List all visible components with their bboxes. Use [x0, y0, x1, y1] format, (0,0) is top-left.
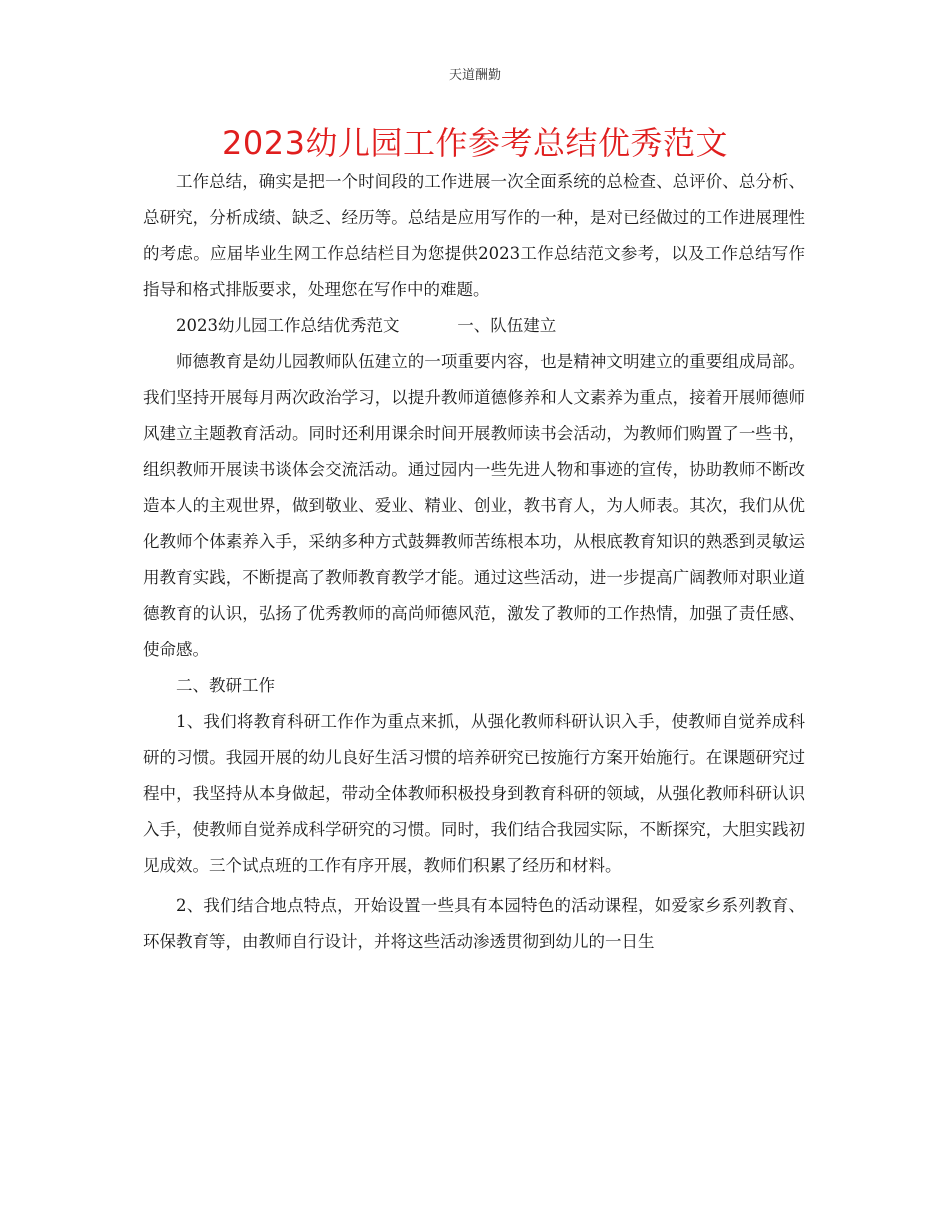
intro-paragraph: 工作总结，确实是把一个时间段的工作进展一次全面系统的总检查、总评价、总分析、总研究，分析成绩、缺乏、经历等。总结是应用写作的一种，是对已经做过的工作进展理性的考虑。应届毕业生网工作总结栏目为您提供2023工作总结范文参考，以及工作总结写作指导和格式排版要求，处理您在写作中的难题。 [143, 172, 805, 299]
subtitle-line [143, 308, 805, 344]
page-header: 天道酬勤 [448, 68, 501, 83]
item1-paragraph: 1、我们将教育科研工作作为重点来抓，从强化教师科研认识入手，使教师自觉养成科研的习惯。我园开展的幼儿良好生活习惯的培养研究已按施行方案开始施行。在课题研究过程中，我坚持从本身做起，带动全体教师积极投身到教育科研的领域，从强化教师科研认识入手，使教师自觉养成科学研究的习惯。同时，我们结合我园实际，不断探究，大胆实践初见成效。三个试点班的工作有序开展，教师们积累了经历和材料。 [143, 712, 805, 875]
document-body [143, 164, 805, 960]
section2-heading: 二、教研工作 [176, 676, 275, 695]
section1-paragraph: 师德教育是幼儿园教师队伍建立的一项重要内容，也是精神文明建立的重要组成局部。我们坚持开展每月两次政治学习，以提升教师道德修养和人文素养为重点，接着开展师德师风建立主题教育活动。同时还利用课余时间开展教师读书会活动，为教师们购置了一些书，组织教师开展读书谈体会交流活动。通过园内一些先进人物和事迹的宣传，协助教师不断改造本人的主观世界，做到敬业、爱业、精业、创业，教书育人，为人师表。其次，我们从优化教师个体素养入手，采纳多种方式鼓舞教师苦练根本功，从根底教育知识的熟悉到灵敏运用教育实践，不断提高了教师教育教学才能。通过这些活动，进一步提高广阔教师对职业道德教育的认识，弘扬了优秀教师的高尚师德风范，激发了教师的工作热情，加强了责任感、使命感。 [143, 352, 805, 659]
document-title: 2023幼儿园工作参考总结优秀范文 [222, 124, 728, 162]
section-heading: 一、队伍建立 [457, 316, 557, 335]
item2-paragraph: 2、我们结合地点特点，开始设置一些具有本园特色的活动课程，如爱家乡系列教育、环保教育等，由教师自行设计，并将这些活动渗透贯彻到幼儿的一日生 [143, 896, 805, 951]
subtitle: 2023幼儿园工作总结优秀范文 [176, 316, 400, 335]
